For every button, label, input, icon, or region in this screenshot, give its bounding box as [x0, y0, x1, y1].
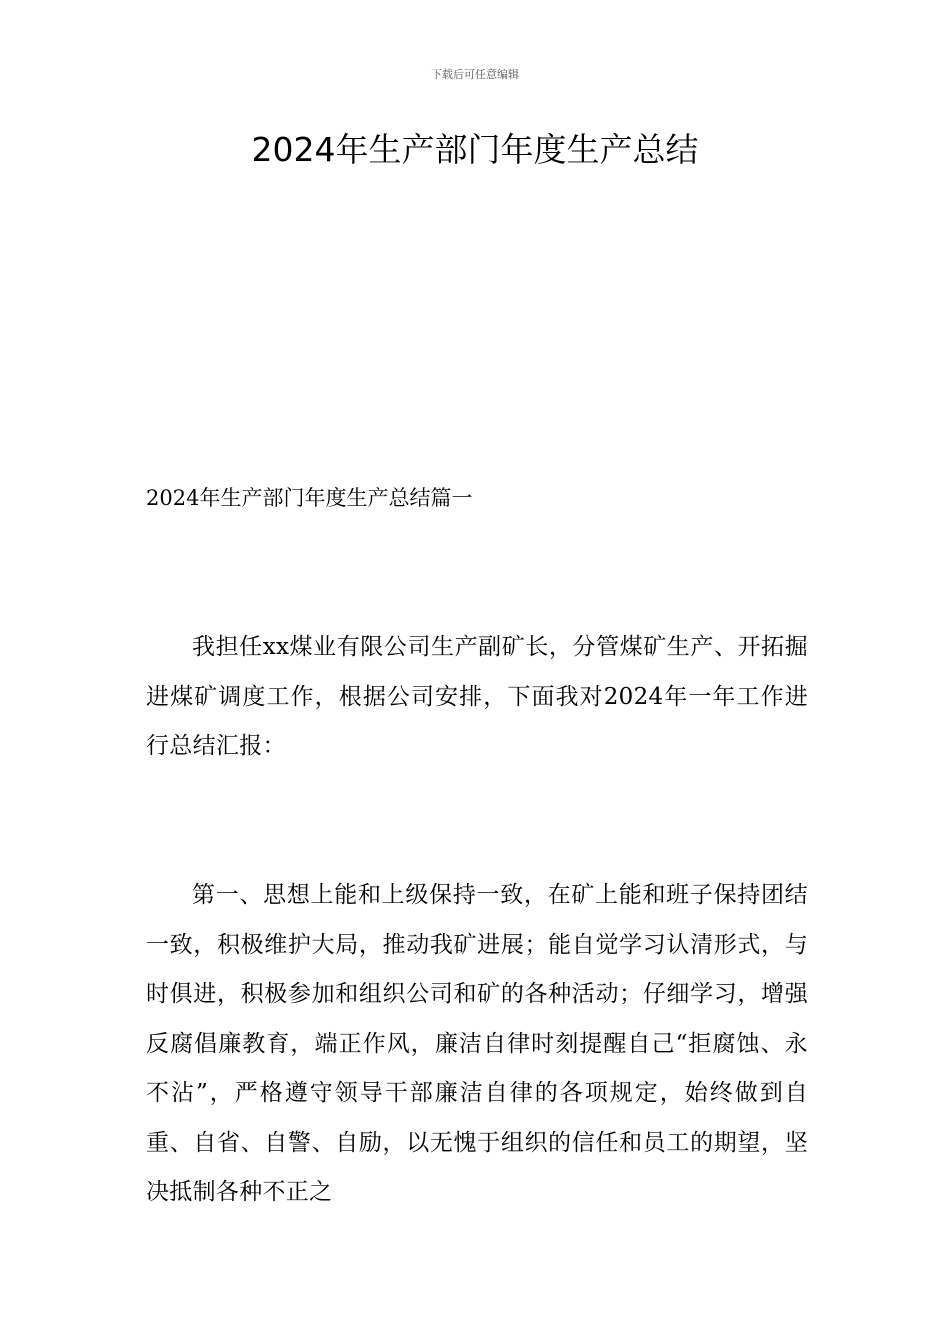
document-title: 2024年生产部门年度生产总结 [251, 130, 699, 169]
paragraph-intro: 我担任xx煤业有限公司生产副矿长，分管煤矿生产、开拓掘进煤矿调度工作，根据公司安排，下面我对2024年一年工作进行总结汇报： [146, 634, 808, 759]
section-heading: 2024年生产部门年度生产总结篇一 [146, 486, 473, 510]
paragraph-first-point: 第一、思想上能和上级保持一致，在矿上能和班子保持团结一致，积极维护大局，推动我矿进展；能自觉学习认清形式，与时俱进，积极参加和组织公司和矿的各种活动；仔细学习，增强反腐倡廉教育，端正作风，廉洁自律时刻提醒自己“拒腐蚀、永不沾”，严格遵守领导干部廉洁自律的各项规定，始终做到自重、自省、自警、自励，以无愧于组织的信任和员工的期望，坚决抵制各种不正之 [146, 882, 808, 1205]
header-note: 下载后可任意编辑 [431, 68, 519, 81]
